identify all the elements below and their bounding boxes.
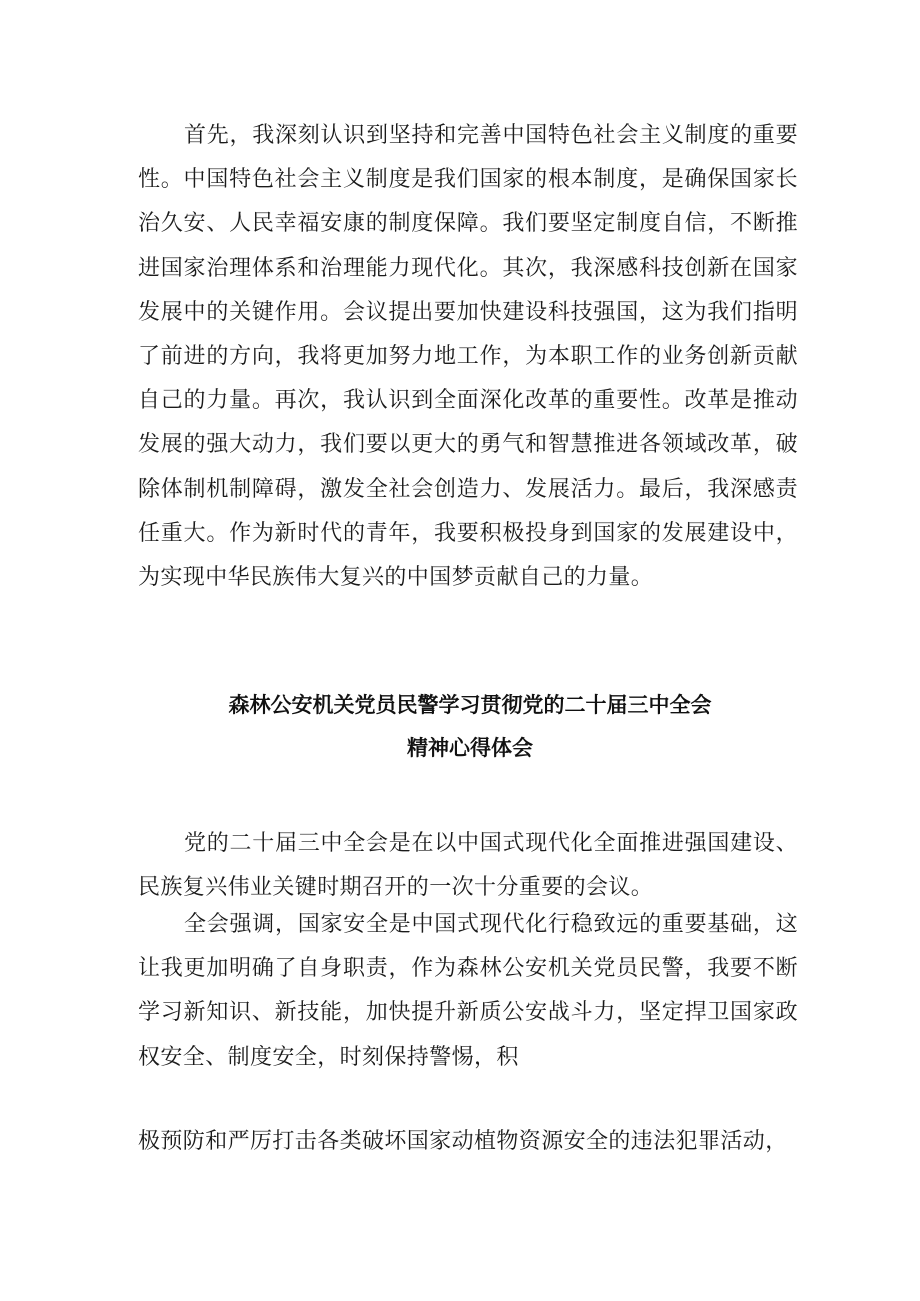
article-title-line-2: 精神心得体会 xyxy=(407,736,533,760)
body-paragraph-2: 党的二十届三中全会是在以中国式现代化全面推进强国建设、民族复兴伟业关键时期召开的一次十分重要的会议。 xyxy=(138,831,798,901)
body-paragraph-4: 极预防和严厉打击各类破坏国家动植物资源安全的违法犯罪活动， xyxy=(138,1129,788,1154)
body-paragraph-3: 全会强调，国家安全是中国式现代化行稳致远的重要基础，这让我更加明确了自身职责，作为森林公安机关党员民警，我要不断学习新知识、新技能，加快提升新质公安战斗力，坚定捍卫国家政权安全、制度安全，时刻保持警惕，积 xyxy=(138,912,798,1070)
body-paragraph-1: 首先，我深刻认识到坚持和完善中国特色社会主义制度的重要性。中国特色社会主义制度是我们国家的根本制度，是确保国家长治久安、人民幸福安康的制度保障。我们要坚定制度自信，不断推进国家治理体系和治理能力现代化。其次，我深感科技创新在国家发展中的关键作用。会议提出要加快建设科技强国，这为我们指明了前进的方向，我将更加努力地工作，为本职工作的业务创新贡献自己的力量。再次，我认识到全面深化改革的重要性。改革是推动发展的强大动力，我们要以更大的勇气和智慧推进各领域改革，破除体制机制障碍，激发全社会创造力、发展活力。最后，我深感责任重大。作为新时代的青年，我要积极投身到国家的发展建设中，为实现中华民族伟大复兴的中国梦贡献自己的力量。 xyxy=(138,123,798,591)
article-title-line-1: 森林公安机关党员民警学习贯彻党的二十届三中全会 xyxy=(228,693,712,717)
